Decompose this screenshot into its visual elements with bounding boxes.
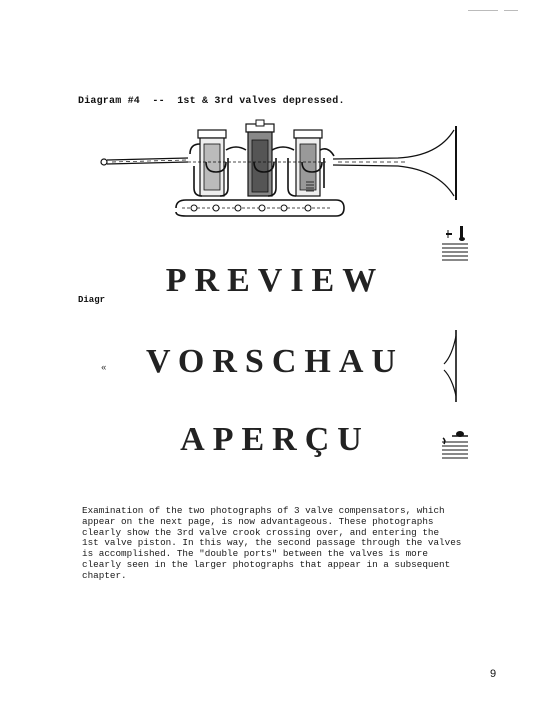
music-staff-fragment bbox=[440, 222, 470, 266]
body-line: clearly show the 3rd valve crook crossing over, and entering the bbox=[82, 526, 440, 538]
diagram-caption: Diagram #4 -- 1st & 3rd valves depressed. bbox=[78, 96, 345, 107]
body-line: chapter. bbox=[82, 569, 127, 581]
diagram-caption-fragment: Diagr bbox=[78, 295, 106, 305]
body-line: is accomplished. The "double ports" between the valves is more bbox=[82, 548, 428, 560]
watermark-preview: PREVIEW bbox=[165, 262, 385, 299]
scan-mark bbox=[468, 10, 498, 11]
trumpet-valve-diagram bbox=[98, 118, 468, 218]
watermark-vorschau: VORSCHAU bbox=[146, 343, 404, 380]
body-line: Examination of the two photographs of 3 valve compensators, which bbox=[82, 505, 445, 516]
scan-mark bbox=[504, 10, 518, 11]
watermark-apercu: APERÇU bbox=[180, 421, 370, 458]
page-number: 9 bbox=[490, 668, 497, 680]
body-line: 1st valve piston. In this way, the second passage through the valves bbox=[82, 537, 462, 549]
body-line: clearly seen in the larger photographs that appear in a subsequent bbox=[82, 558, 451, 570]
margin-mark: « bbox=[101, 363, 107, 373]
body-paragraph bbox=[82, 506, 482, 582]
body-line: appear on the next page, is now advantageous. These photographs bbox=[82, 515, 434, 527]
